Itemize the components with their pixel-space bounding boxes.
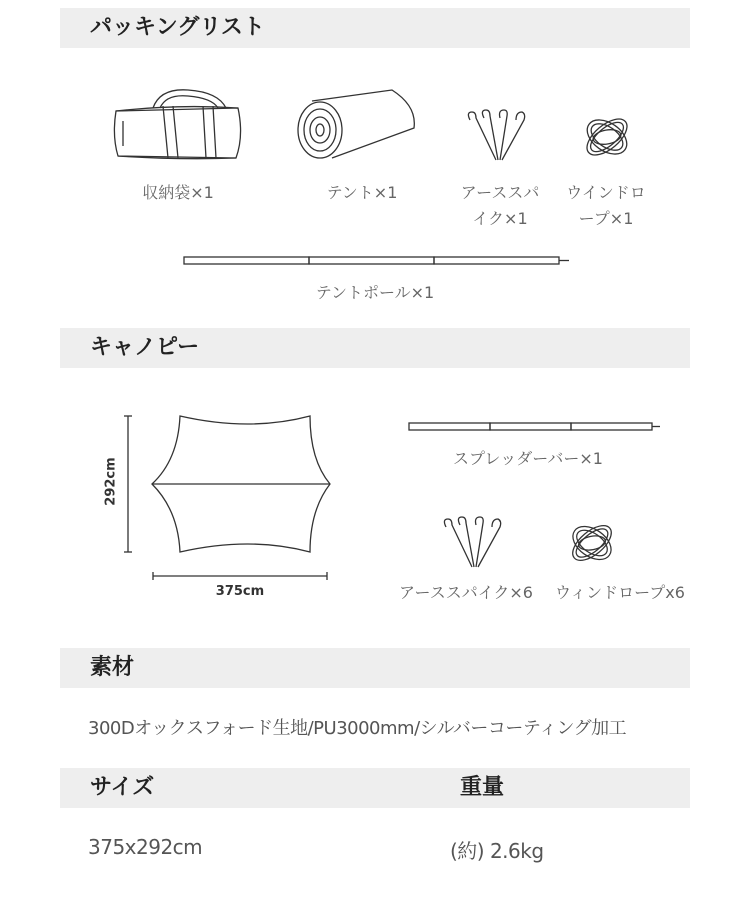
canopy-diagram	[100, 410, 340, 585]
tent-pole-icon	[183, 256, 569, 266]
canopy-header	[60, 328, 690, 368]
canopy-wind-rope-icon	[562, 515, 622, 571]
storage-bag-label: 収納袋×1	[142, 183, 214, 202]
packing-list-title: パッキングリスト	[90, 15, 265, 40]
rolled-tent-icon	[292, 86, 422, 166]
earth-spike-label: アーススパ イク×1	[460, 183, 540, 228]
canopy-earth-spike-icon	[438, 515, 510, 573]
tent-pole-label: テントポール×1	[315, 283, 435, 302]
canopy-height-label: 292cm	[103, 457, 119, 506]
material-header	[60, 648, 690, 688]
weight-title: 重量	[460, 775, 505, 800]
weight-value: (約) 2.6kg	[450, 839, 544, 863]
wind-rope-label: ウインドロ ープ×1	[566, 183, 646, 228]
spreader-bar-label: スプレッダーバー×1	[453, 449, 603, 468]
specs-header	[60, 768, 690, 808]
packing-list-header	[60, 8, 690, 48]
canopy-title: キャノピー	[90, 335, 200, 360]
material-text: 300Dオックスフォード生地/PU3000mm/シルバーコーティング加工	[88, 718, 627, 739]
earth-spike-icon	[462, 108, 534, 166]
canopy-earth-spike-label: アーススパイク×6	[399, 583, 533, 602]
material-title: 素材	[90, 655, 135, 680]
canopy-wind-rope-label: ウィンドロープx6	[555, 583, 685, 602]
rolled-tent-label: テント×1	[326, 183, 398, 202]
size-title: サイズ	[90, 775, 155, 800]
spreader-bar-icon	[408, 422, 660, 432]
size-value: 375x292cm	[88, 835, 203, 859]
wind-rope-icon	[578, 108, 636, 166]
canopy-width-label: 375cm	[215, 584, 265, 599]
storage-bag-icon	[108, 86, 248, 166]
